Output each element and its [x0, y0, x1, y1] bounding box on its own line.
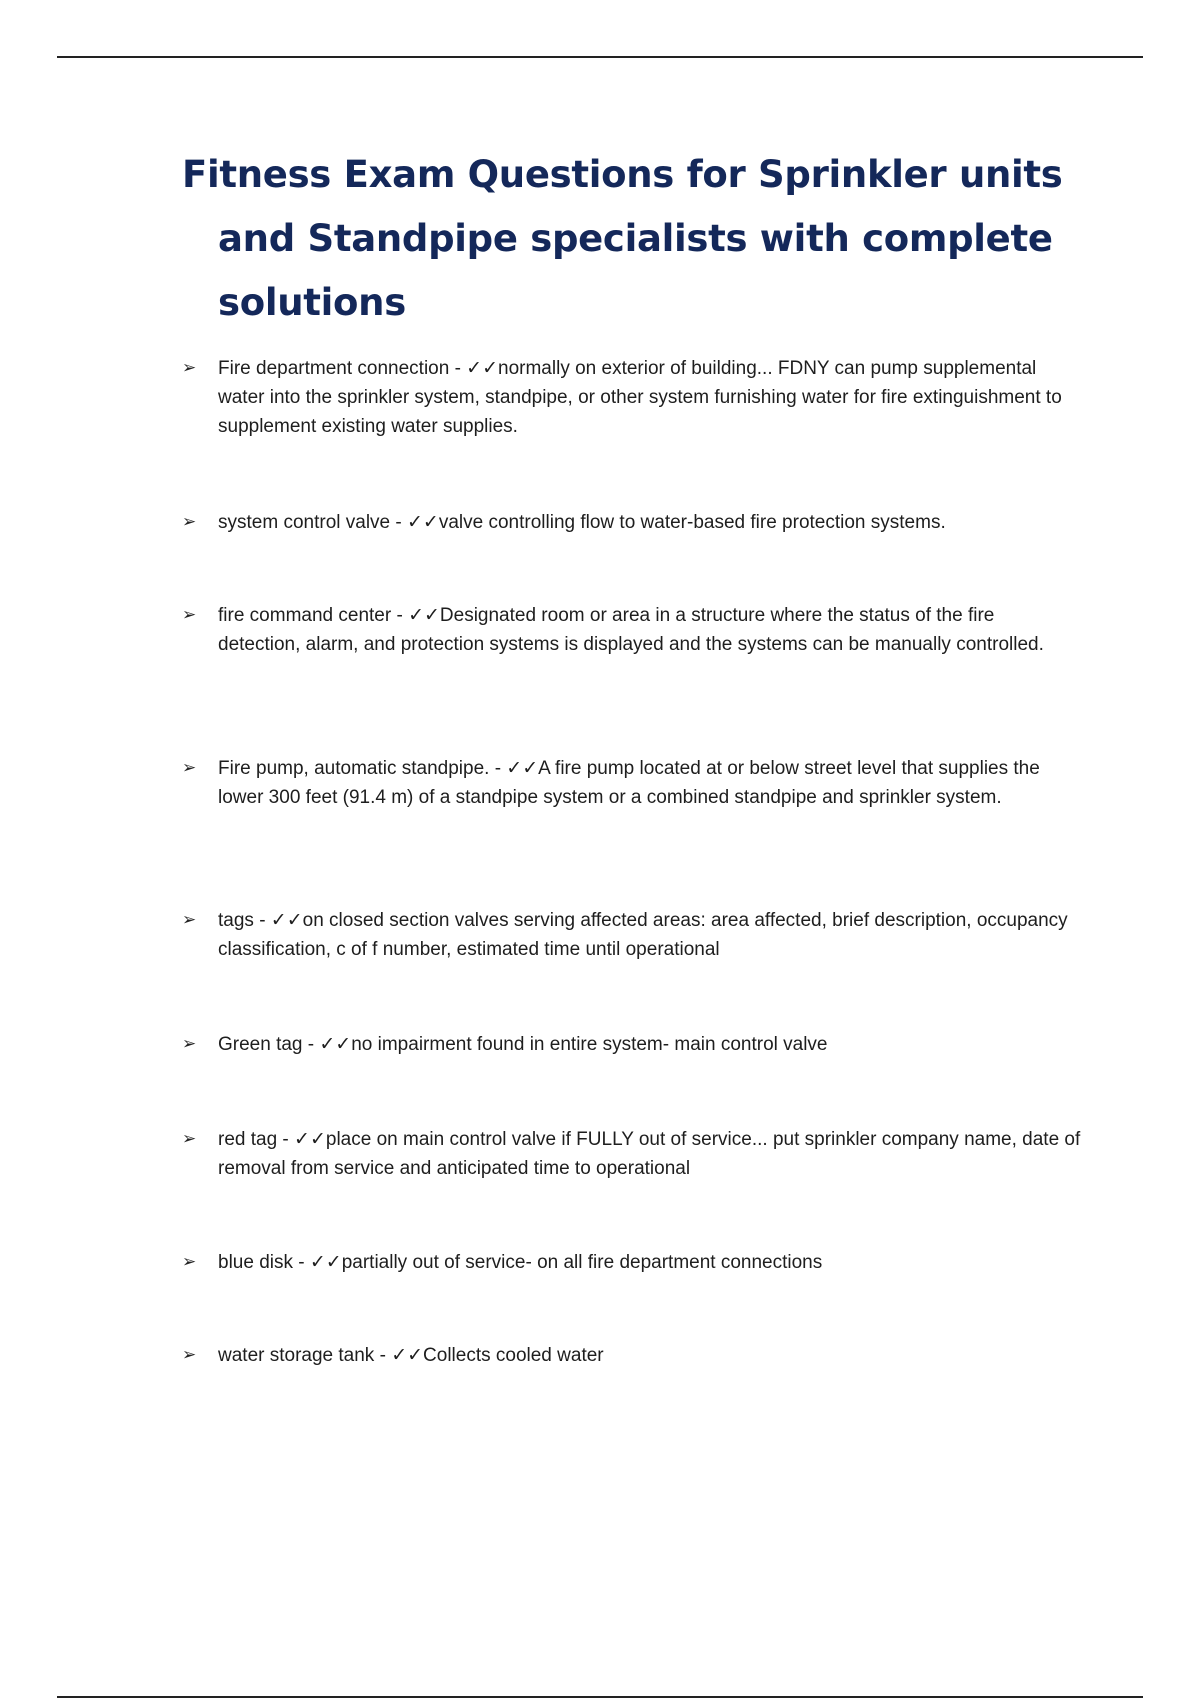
arrow-bullet-icon: ➢	[182, 358, 197, 378]
list-item	[182, 906, 1082, 964]
arrow-bullet-icon: ➢	[182, 1252, 197, 1272]
list-item-text: red tag - ✓✓place on main control valve if FULLY out of service... put sprinkler company name, date of removal from service and anticipated time to operational	[218, 1129, 1081, 1179]
list-item	[182, 1248, 1082, 1277]
list-item-text: water storage tank - ✓✓Collects cooled water	[218, 1345, 604, 1366]
top-rule	[57, 56, 1143, 58]
list-item	[182, 601, 1082, 659]
list-item-text: tags - ✓✓on closed section valves serving affected areas: area affected, brief description, occupancy classification, c of f number, estimated time until operational	[218, 910, 1068, 960]
arrow-bullet-icon: ➢	[182, 605, 197, 625]
arrow-bullet-icon: ➢	[182, 758, 197, 778]
list-item-text: Fire department connection - ✓✓normally on exterior of building... FDNY can pump supplemental water into the sprinkler system, standpipe, or other system furnishing water for fire extinguishment to supplement existing water supplies.	[218, 358, 1062, 437]
list-item-text: blue disk - ✓✓partially out of service- on all fire department connections	[218, 1252, 823, 1273]
arrow-bullet-icon: ➢	[182, 1345, 197, 1365]
arrow-bullet-icon: ➢	[182, 910, 197, 930]
list-item	[182, 1341, 1082, 1370]
list-item	[182, 1125, 1082, 1183]
list-item	[182, 354, 1082, 441]
list-item-text: Green tag - ✓✓no impairment found in entire system- main control valve	[218, 1034, 828, 1055]
list-item-text: Fire pump, automatic standpipe. - ✓✓A fire pump located at or below street level that supplies the lower 300 feet (91.4 m) of a standpipe system or a combined standpipe and sprinkler system.	[218, 758, 1040, 808]
arrow-bullet-icon: ➢	[182, 1129, 197, 1149]
list-item-text: system control valve - ✓✓valve controlling flow to water-based fire protection systems.	[218, 512, 946, 533]
list-item	[182, 508, 1082, 537]
arrow-bullet-icon: ➢	[182, 512, 197, 532]
list-item	[182, 1030, 1082, 1059]
bottom-rule	[57, 1696, 1143, 1698]
list-item	[182, 754, 1082, 812]
arrow-bullet-icon: ➢	[182, 1034, 197, 1054]
document-title: Fitness Exam Questions for Sprinkler units and Standpipe specialists with complete solutions	[182, 153, 1063, 324]
list-item-text: fire command center - ✓✓Designated room or area in a structure where the status of the fire detection, alarm, and protection systems is displayed and the systems can be manually controlled.	[218, 605, 1044, 655]
